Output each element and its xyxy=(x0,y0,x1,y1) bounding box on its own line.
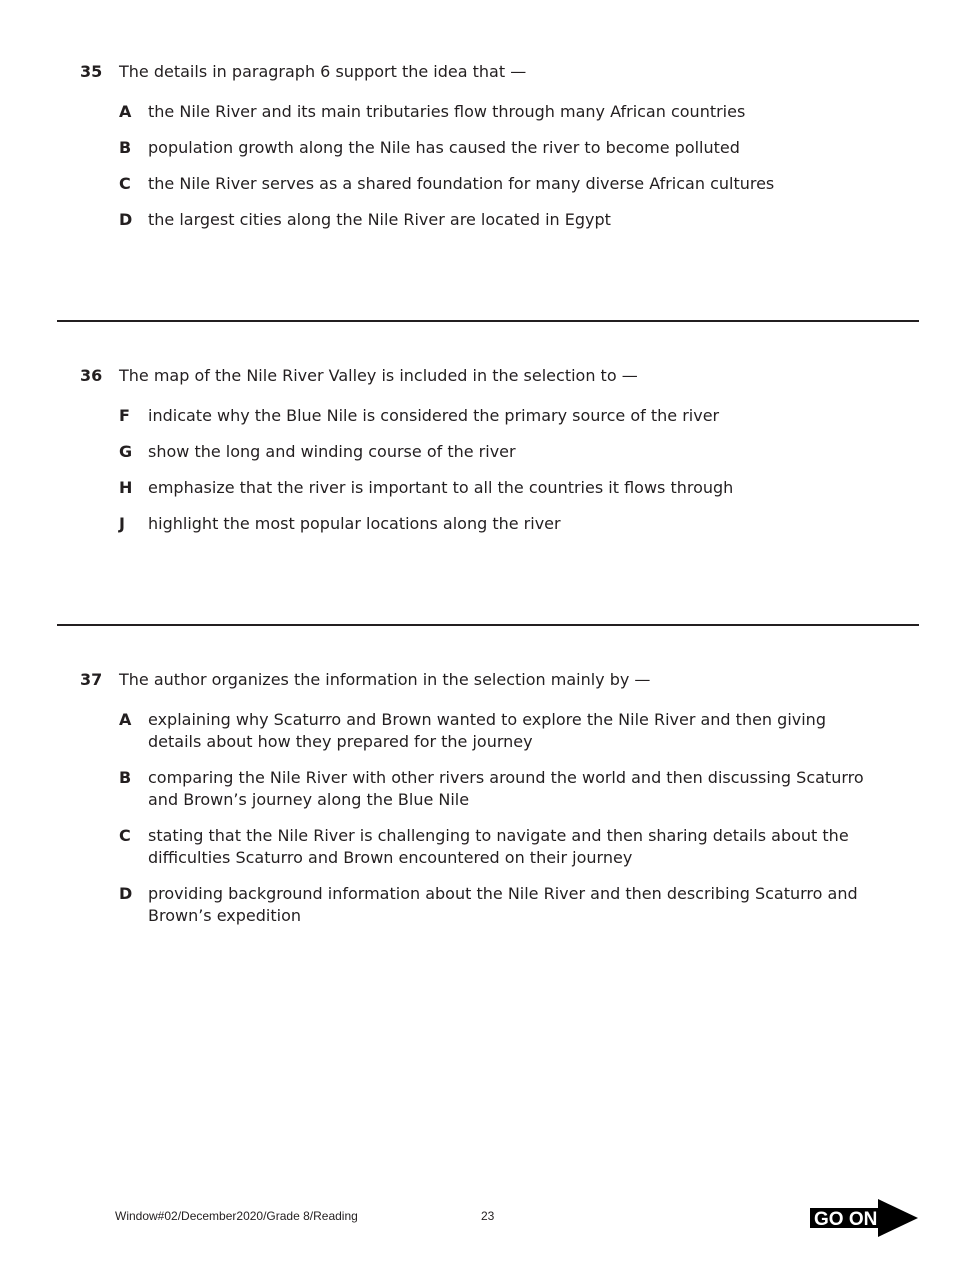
option-text: indicate why the Blue Nile is considered the primary source of the river xyxy=(148,406,720,425)
option-letter: B xyxy=(119,768,132,787)
question-stem xyxy=(80,365,880,387)
section-divider xyxy=(57,624,919,626)
answer-option-d[interactable] xyxy=(119,209,880,231)
page-number: 23 xyxy=(481,1209,495,1223)
question-number: 37 xyxy=(80,670,103,689)
question-text: The author organizes the information in the selection mainly by — xyxy=(119,670,651,689)
option-text: emphasize that the river is important to all the countries it flows through xyxy=(148,478,734,497)
option-letter: D xyxy=(119,884,133,903)
option-text: providing background information about the Nile River and then describing Scaturro and Brown’s expedition xyxy=(148,884,858,925)
option-text: the Nile River and its main tributaries flow through many African countries xyxy=(148,102,746,121)
option-text: stating that the Nile River is challenging to navigate and then sharing details about the difficulties Scaturro and Brown encountered on their journey xyxy=(148,826,849,867)
answer-option-b[interactable] xyxy=(119,767,880,811)
answer-option-a[interactable] xyxy=(119,709,880,753)
answer-options xyxy=(80,709,880,927)
option-letter: B xyxy=(119,138,132,157)
answer-option-h[interactable] xyxy=(119,477,880,499)
question-text: The map of the Nile River Valley is included in the selection to — xyxy=(119,366,638,385)
answer-option-g[interactable] xyxy=(119,441,880,463)
option-text: comparing the Nile River with other rivers around the world and then discussing Scaturro and Brown’s journey along the Blue Nile xyxy=(148,768,864,809)
section-divider xyxy=(57,320,919,322)
option-letter: A xyxy=(119,102,132,121)
option-text: highlight the most popular locations along the river xyxy=(148,514,561,533)
answer-options xyxy=(80,405,880,535)
answer-option-j[interactable] xyxy=(119,513,880,535)
question-37 xyxy=(80,669,880,941)
option-text: population growth along the Nile has caused the river to become polluted xyxy=(148,138,740,157)
go-on-arrow-icon xyxy=(810,1199,920,1237)
option-letter: A xyxy=(119,710,132,729)
answer-option-f[interactable] xyxy=(119,405,880,427)
option-letter: F xyxy=(119,406,130,425)
option-letter: C xyxy=(119,826,131,845)
question-number: 36 xyxy=(80,366,103,385)
question-stem xyxy=(80,61,880,83)
answer-option-a[interactable] xyxy=(119,101,880,123)
question-number: 35 xyxy=(80,62,103,81)
question-35 xyxy=(80,61,880,245)
answer-option-c[interactable] xyxy=(119,825,880,869)
answer-option-d[interactable] xyxy=(119,883,880,927)
option-letter: G xyxy=(119,442,133,461)
question-stem xyxy=(80,669,880,691)
answer-option-c[interactable] xyxy=(119,173,880,195)
question-36 xyxy=(80,365,880,549)
answer-option-b[interactable] xyxy=(119,137,880,159)
go-on-label: GO ON xyxy=(814,1209,878,1230)
option-letter: J xyxy=(119,514,125,533)
option-text: show the long and winding course of the river xyxy=(148,442,516,461)
option-text: explaining why Scaturro and Brown wanted to explore the Nile River and then giving details about how they prepared for the journey xyxy=(148,710,826,751)
question-text: The details in paragraph 6 support the idea that — xyxy=(119,62,527,81)
option-letter: C xyxy=(119,174,131,193)
option-text: the largest cities along the Nile River are located in Egypt xyxy=(148,210,611,229)
option-text: the Nile River serves as a shared foundation for many diverse African cultures xyxy=(148,174,775,193)
answer-options xyxy=(80,101,880,231)
footer-source-line: Window#02/December2020/Grade 8/Reading xyxy=(115,1209,358,1223)
option-letter: D xyxy=(119,210,133,229)
option-letter: H xyxy=(119,478,133,497)
